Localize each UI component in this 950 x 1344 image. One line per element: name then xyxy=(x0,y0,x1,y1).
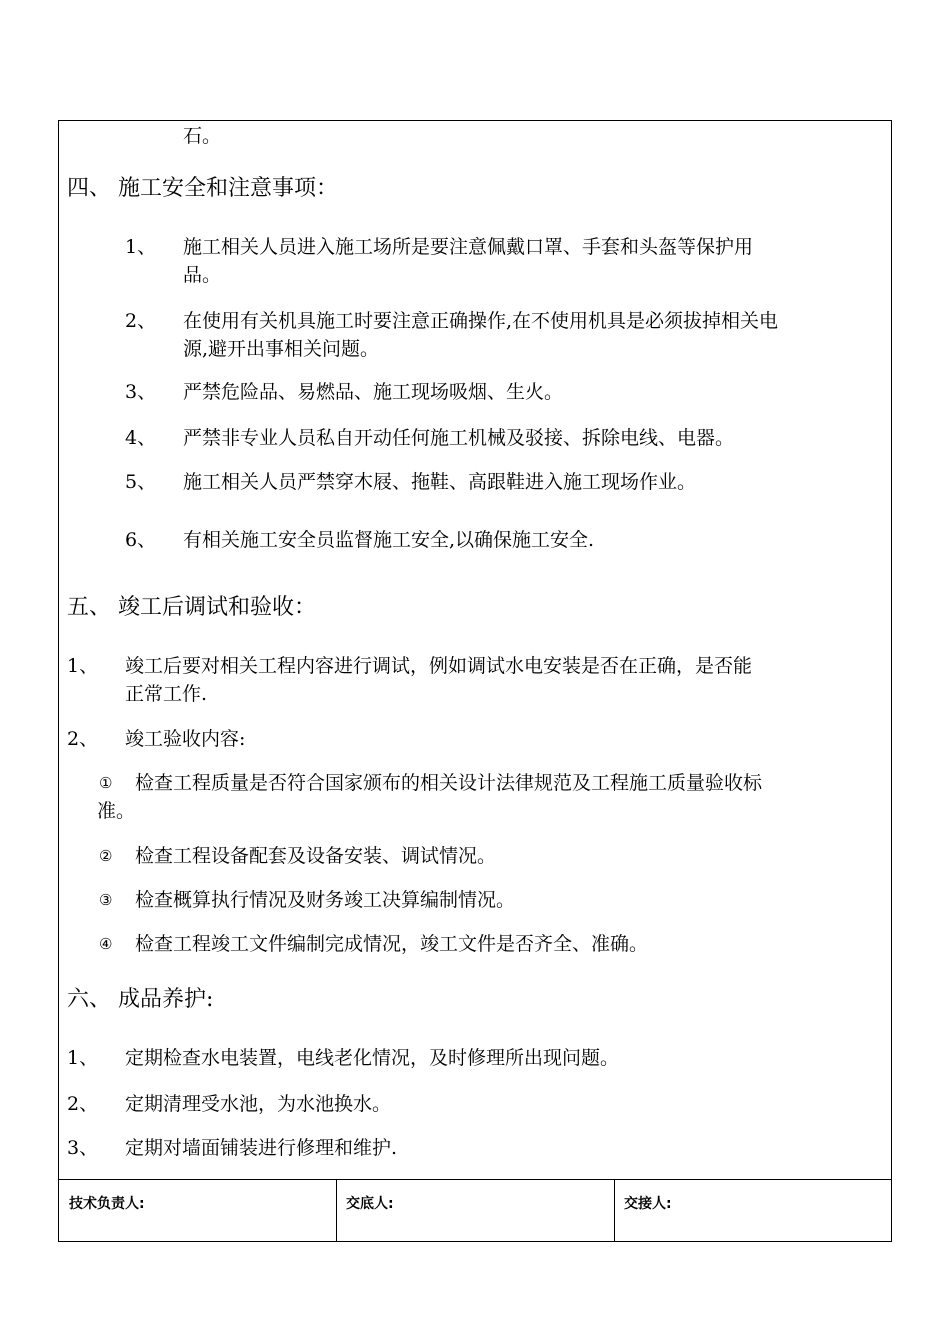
continuation-text: 石。 xyxy=(183,125,222,147)
s4-item4-line1: 严禁非专业人员私自开动任何施工机械及驳接、拆除电线、电器。 xyxy=(183,427,735,449)
s5-sub3-line1: 检查概算执行情况及财务竣工决算编制情况。 xyxy=(135,889,516,911)
section5-heading: 五、 竣工后调试和验收： xyxy=(67,595,316,620)
s5-sub2-mark: ② xyxy=(99,847,113,865)
s6-item1-num: 1、 xyxy=(67,1047,99,1069)
section6-heading: 六、 成品养护: xyxy=(67,987,214,1012)
s4-item2-line1: 在使用有关机具施工时要注意正确操作,在不使用机具是必须拔掉相关电 xyxy=(183,310,779,332)
handover-by-cell xyxy=(336,1180,615,1241)
s5-item1-line2: 正常工作. xyxy=(125,683,208,705)
s5-item1-line1: 竣工后要对相关工程内容进行调试，例如调试水电安装是否在正确，是否能 xyxy=(125,655,753,677)
tech-lead-label: 技术负责人: xyxy=(69,1196,145,1212)
s5-sub3-mark: ③ xyxy=(99,891,113,909)
s4-item2-num: 2、 xyxy=(125,310,157,332)
s4-item1-line1: 施工相关人员进入施工场所是要注意佩戴口罩、手套和头盔等保护用 xyxy=(183,236,754,258)
s5-sub1-line1: 检查工程质量是否符合国家颁布的相关设计法律规范及工程施工质量验收标 xyxy=(135,772,763,794)
s6-item2-num: 2、 xyxy=(67,1093,99,1115)
s4-item1-num: 1、 xyxy=(125,236,157,258)
received-by-cell xyxy=(614,1180,891,1241)
s6-item3-num: 3、 xyxy=(67,1137,99,1159)
s5-item2-line1: 竣工验收内容: xyxy=(125,728,246,750)
s5-item1-num: 1、 xyxy=(67,655,99,677)
section4-heading: 四、 施工安全和注意事项： xyxy=(67,176,338,201)
s5-sub2-line1: 检查工程设备配套及设备安装、调试情况。 xyxy=(135,845,497,867)
tech-lead-cell xyxy=(59,1180,337,1241)
s4-item2-line2: 源,避开出事相关问题。 xyxy=(183,338,380,360)
received-by-label: 交接人: xyxy=(624,1196,672,1212)
s5-sub4-mark: ④ xyxy=(99,935,113,953)
s4-item1-line2: 品。 xyxy=(183,264,222,286)
s6-item3-line1: 定期对墙面铺装进行修理和维护. xyxy=(125,1137,398,1159)
s5-item2-num: 2、 xyxy=(67,728,99,750)
handover-by-label: 交底人: xyxy=(346,1196,394,1212)
s4-item6-num: 6、 xyxy=(125,529,157,551)
s4-item6-line1: 有相关施工安全员监督施工安全,以确保施工安全. xyxy=(183,529,595,551)
s5-sub1-line2: 准。 xyxy=(97,800,136,822)
s4-item3-line1: 严禁危险品、易燃品、施工现场吸烟、生火。 xyxy=(183,381,564,403)
s4-item5-line1: 施工相关人员严禁穿木屐、拖鞋、高跟鞋进入施工现场作业。 xyxy=(183,471,697,493)
s4-item4-num: 4、 xyxy=(125,427,157,449)
signature-row xyxy=(59,1179,891,1241)
s4-item3-num: 3、 xyxy=(125,381,157,403)
s5-sub4-line1: 检查工程竣工文件编制完成情况，竣工文件是否齐全、准确。 xyxy=(135,933,649,955)
s5-sub1-mark: ① xyxy=(99,774,113,792)
document-frame xyxy=(58,120,892,1242)
s6-item2-line1: 定期清理受水池，为水池换水。 xyxy=(125,1093,392,1115)
s4-item5-num: 5、 xyxy=(125,471,157,493)
s6-item1-line1: 定期检查水电装置，电线老化情况，及时修理所出现问题。 xyxy=(125,1047,620,1069)
